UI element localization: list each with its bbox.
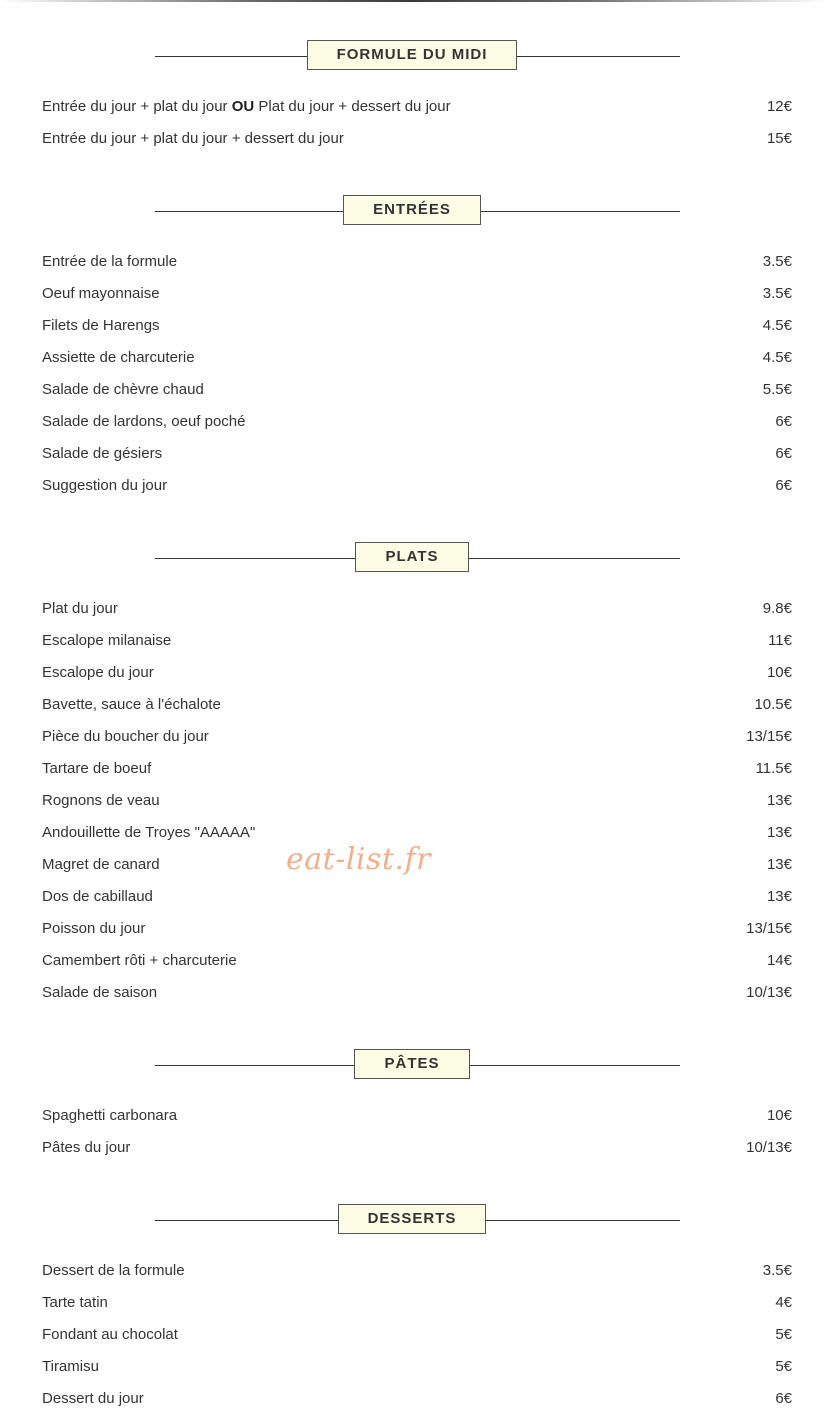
item-name: Entrée du jour + plat du jour OU Plat du jour + dessert du jour	[42, 98, 451, 115]
menu-item	[0, 246, 826, 278]
item-name: Andouillette de Troyes "AAAAA"	[42, 824, 256, 841]
menu-item	[0, 470, 826, 502]
section-plats	[0, 542, 826, 1009]
menu-item	[0, 945, 826, 977]
item-name: Rognons de veau	[42, 792, 160, 809]
section-formule-du-midi	[0, 40, 826, 155]
item-name: Suggestion du jour	[42, 477, 168, 494]
item-name: Filets de Harengs	[42, 317, 160, 334]
menu-item	[0, 1351, 826, 1383]
item-name: Oeuf mayonnaise	[42, 285, 160, 302]
menu-item	[0, 91, 826, 123]
menu-item	[0, 1132, 826, 1164]
item-name: Assiette de charcuterie	[42, 349, 195, 366]
item-name: Spaghetti carbonara	[42, 1107, 178, 1124]
section-pates	[0, 1049, 826, 1164]
item-name: Poisson du jour	[42, 920, 146, 937]
item-price: 3.5€	[762, 285, 792, 302]
section-header	[0, 542, 826, 576]
item-price: 4.5€	[762, 317, 792, 334]
menu-item	[0, 977, 826, 1009]
item-name: Tarte tatin	[42, 1294, 108, 1311]
item-price: 6€	[775, 413, 792, 430]
item-name: Pâtes du jour	[42, 1139, 131, 1156]
item-name: Tiramisu	[42, 1358, 99, 1375]
item-price: 13€	[766, 856, 792, 873]
item-price: 13/15€	[746, 920, 792, 937]
section-title: DESSERTS	[338, 1204, 487, 1234]
item-name: Dessert de la formule	[42, 1262, 185, 1279]
item-name: Tartare de boeuf	[42, 760, 152, 777]
item-name: Salade de lardons, oeuf poché	[42, 413, 246, 430]
menu-item	[0, 342, 826, 374]
item-price: 15€	[766, 130, 792, 147]
menu-item	[0, 1319, 826, 1351]
section-desserts	[0, 1204, 826, 1415]
item-price: 13€	[766, 824, 792, 841]
menu-item	[0, 374, 826, 406]
item-price: 13/15€	[746, 728, 792, 745]
menu-item	[0, 593, 826, 625]
menu-item	[0, 913, 826, 945]
item-price: 4.5€	[762, 349, 792, 366]
watermark: eat-list.fr	[286, 842, 431, 877]
item-price: 10/13€	[746, 1139, 792, 1156]
menu-item	[0, 1383, 826, 1415]
menu-item	[0, 278, 826, 310]
menu-item	[0, 438, 826, 470]
section-title: FORMULE DU MIDI	[307, 40, 518, 70]
item-name: Magret de canard	[42, 856, 160, 873]
section-title: PLATS	[355, 542, 468, 572]
item-price: 5€	[775, 1326, 792, 1343]
item-name: Bavette, sauce à l'échalote	[42, 696, 221, 713]
item-name: Fondant au chocolat	[42, 1326, 178, 1343]
item-price: 4€	[775, 1294, 792, 1311]
item-name: Salade de gésiers	[42, 445, 163, 462]
menu-item	[0, 721, 826, 753]
item-price: 5€	[775, 1358, 792, 1375]
menu-item	[0, 1287, 826, 1319]
item-price: 10.5€	[754, 696, 792, 713]
menu-item	[0, 881, 826, 913]
item-price: 6€	[775, 1390, 792, 1407]
menu-item	[0, 406, 826, 438]
item-name: Pièce du boucher du jour	[42, 728, 209, 745]
menu-item	[0, 785, 826, 817]
item-price: 13€	[766, 792, 792, 809]
item-price: 13€	[766, 888, 792, 905]
menu-item	[0, 625, 826, 657]
item-name: Salade de saison	[42, 984, 158, 1001]
menu-item	[0, 123, 826, 155]
menu-item	[0, 657, 826, 689]
menu-item	[0, 753, 826, 785]
item-name: Dos de cabillaud	[42, 888, 153, 905]
item-price: 10€	[766, 1107, 792, 1124]
item-name: Entrée du jour + plat du jour + dessert du jour	[42, 130, 344, 147]
item-price: 12€	[766, 98, 792, 115]
item-price: 6€	[775, 477, 792, 494]
item-name: Escalope milanaise	[42, 632, 172, 649]
item-name: Camembert rôti + charcuterie	[42, 952, 237, 969]
item-price: 6€	[775, 445, 792, 462]
menu-item	[0, 1255, 826, 1287]
item-name: Plat du jour	[42, 600, 118, 617]
section-header	[0, 1204, 826, 1238]
item-price: 3.5€	[762, 253, 792, 270]
item-name: Salade de chèvre chaud	[42, 381, 204, 398]
section-header	[0, 195, 826, 229]
item-price: 14€	[766, 952, 792, 969]
item-price: 3.5€	[762, 1262, 792, 1279]
section-entrees	[0, 195, 826, 502]
menu-item	[0, 689, 826, 721]
menu-item	[0, 310, 826, 342]
item-price: 10/13€	[746, 984, 792, 1001]
section-title: ENTRÉES	[343, 195, 481, 225]
item-price: 11.5€	[755, 760, 792, 777]
section-header	[0, 40, 826, 74]
item-name: Dessert du jour	[42, 1390, 144, 1407]
item-price: 11€	[768, 632, 792, 649]
item-price: 9.8€	[762, 600, 792, 617]
menu-item	[0, 1100, 826, 1132]
item-price: 10€	[766, 664, 792, 681]
section-header	[0, 1049, 826, 1083]
item-name: Escalope du jour	[42, 664, 154, 681]
item-name: Entrée de la formule	[42, 253, 178, 270]
section-title: PÂTES	[354, 1049, 469, 1079]
item-price: 5.5€	[762, 381, 792, 398]
